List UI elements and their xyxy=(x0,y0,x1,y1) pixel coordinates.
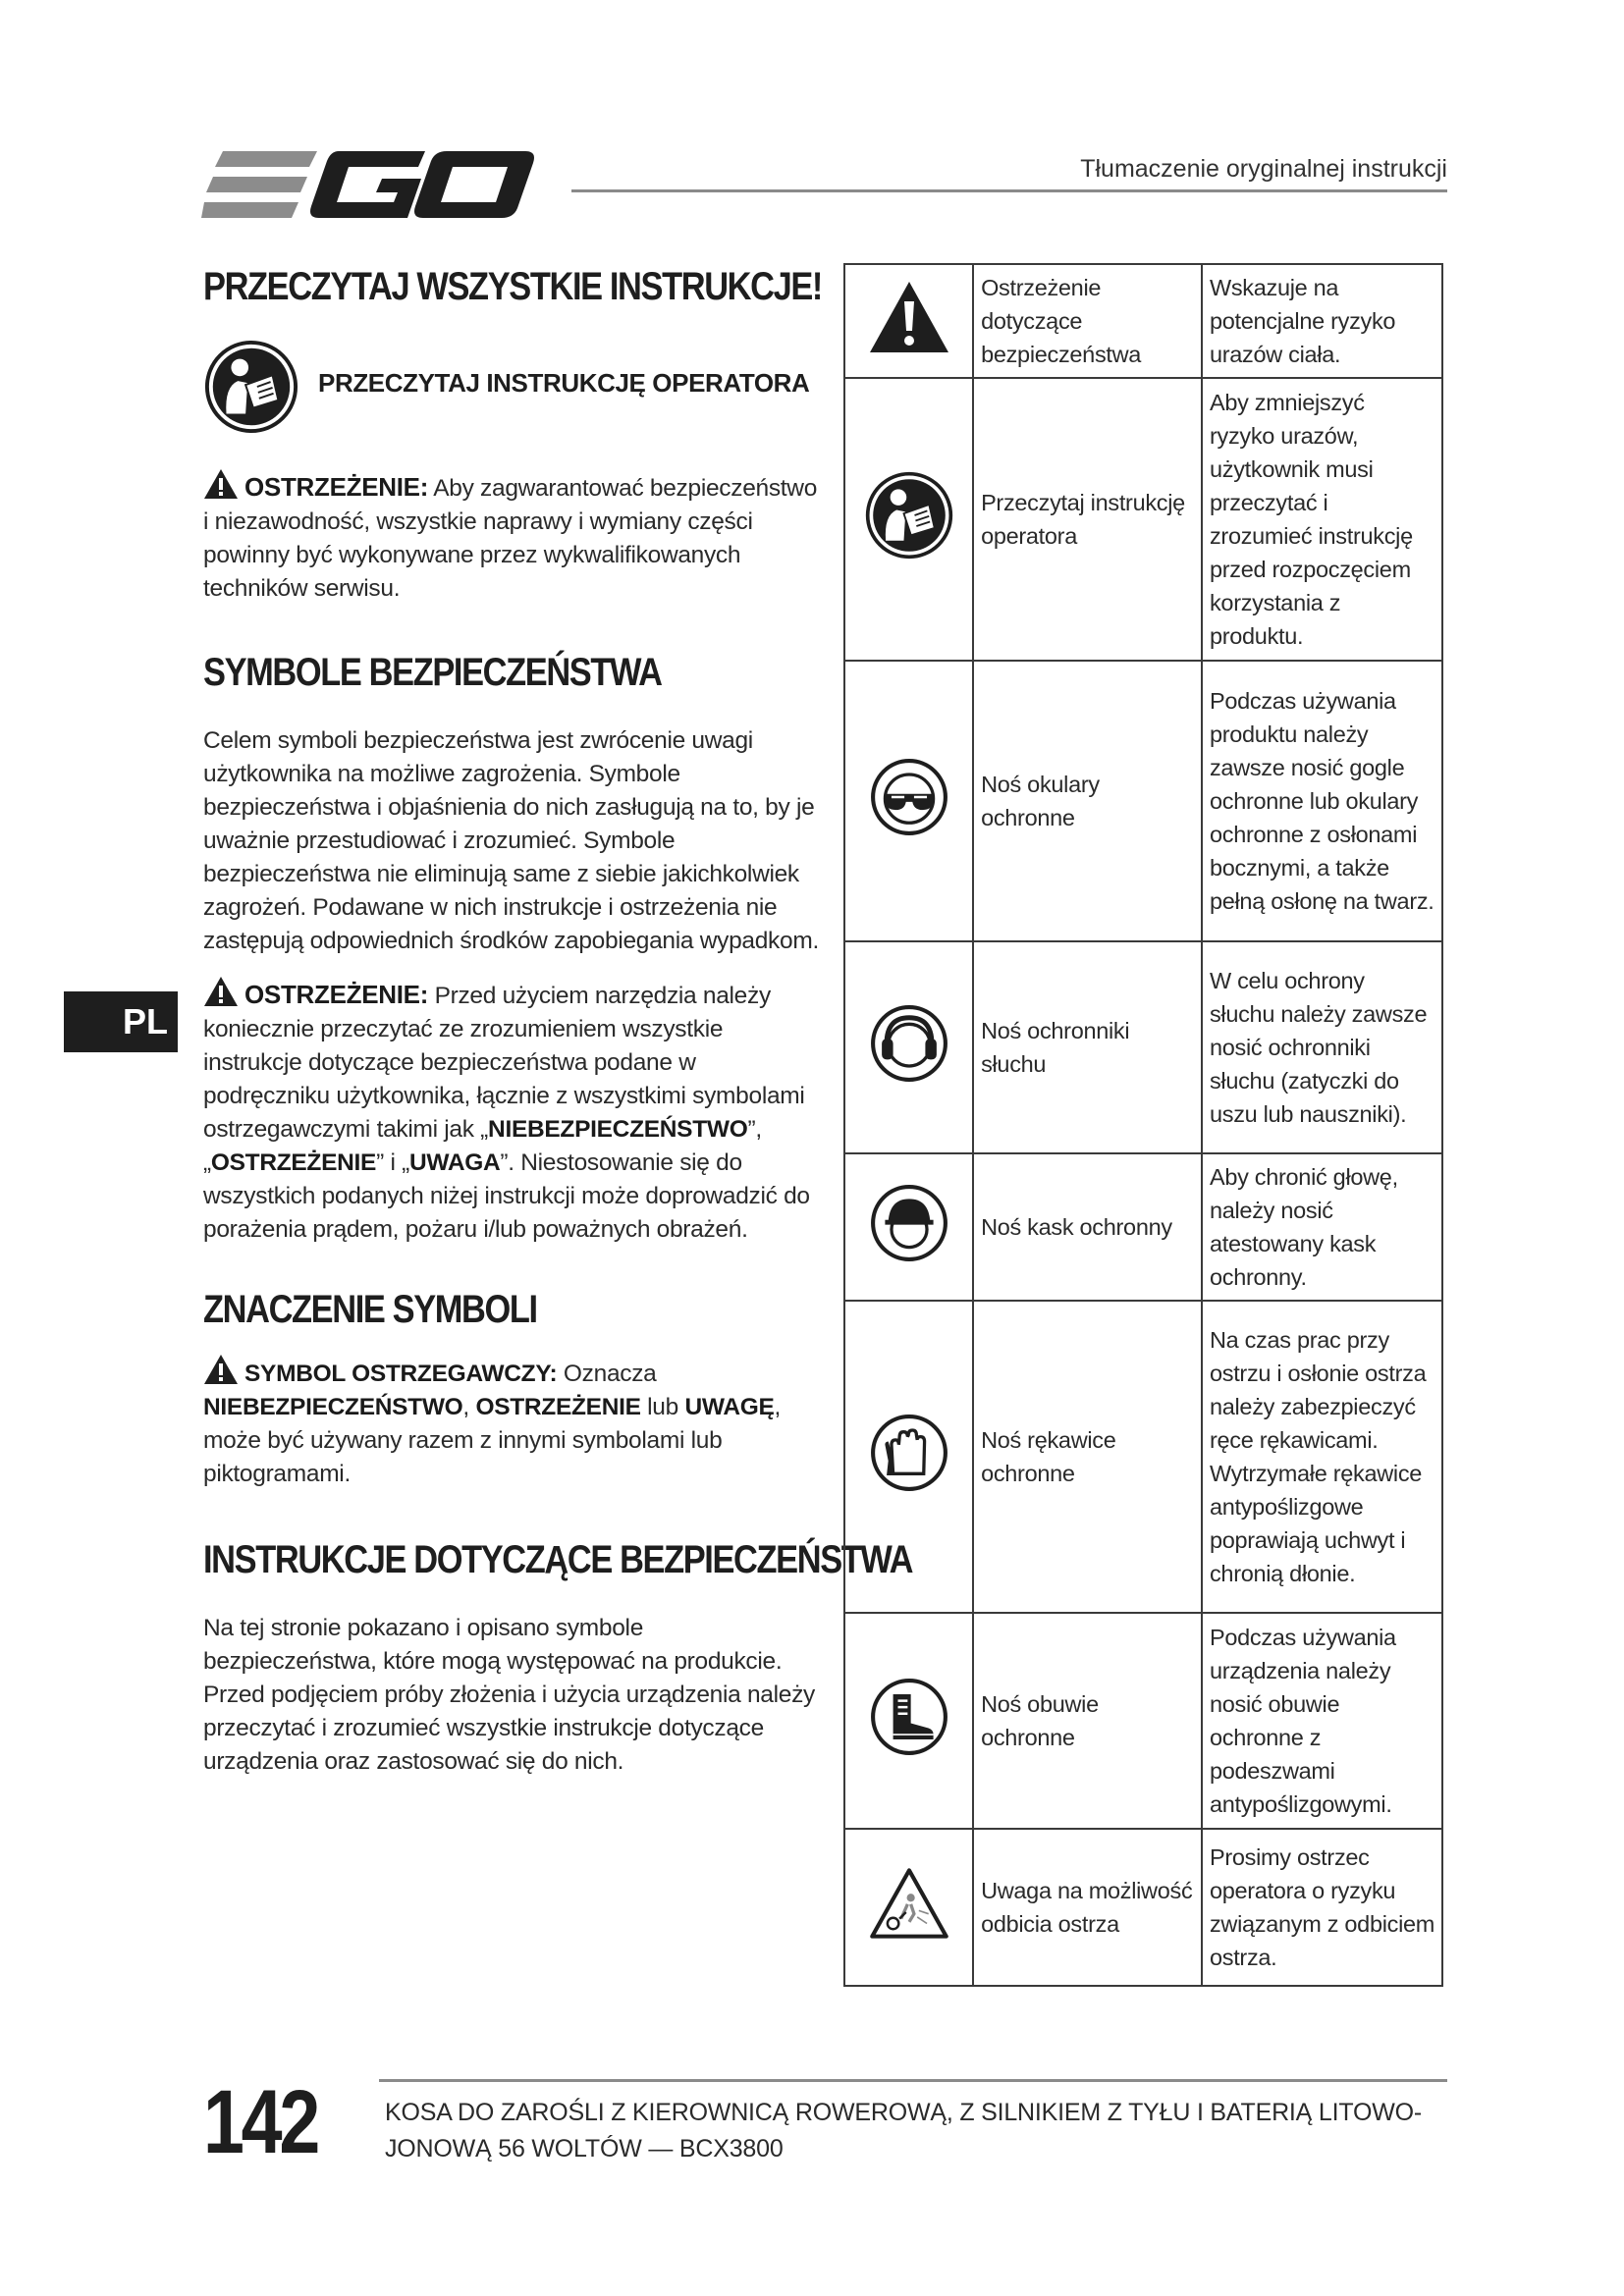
caution-word: UWAGA xyxy=(408,1149,501,1176)
table-row xyxy=(844,1829,1442,1986)
icon-cell xyxy=(844,264,973,378)
text-fragment: , xyxy=(462,1394,476,1420)
read-manual-row xyxy=(203,339,822,447)
text-fragment: ” i „ xyxy=(376,1149,409,1176)
text-fragment: Przed użyciem narzędzia należy koniecznie przeczytać ze zrozumieniem wszystkie instrukcje dotyczące bezpieczeństwa podane w podręczniku użytkownika, łącznie z wszystkimi symbolami ostrzegawczymi takimi jak „ xyxy=(203,983,805,1143)
symbol-description: Na czas prac przy ostrzu i osłonie ostrza należy zabezpieczyć ręce rękawicami. Wytrzymałe rękawice antypoślizgowe poprawiają uchwyt i chronią dłonie. xyxy=(1202,1301,1442,1613)
table-row xyxy=(844,1613,1442,1829)
danger-word: NIEBEZPIECZEŃSTWO xyxy=(488,1116,748,1143)
symbol-name: Noś obuwie ochronne xyxy=(973,1613,1202,1829)
table-row xyxy=(844,264,1442,378)
warning-label: OSTRZEŻENIE: xyxy=(244,472,429,502)
symbol-name: Noś ochronniki słuchu xyxy=(973,941,1202,1153)
symbol-name: Noś kask ochronny xyxy=(973,1153,1202,1301)
icon-cell xyxy=(844,1829,973,1986)
icon-cell xyxy=(844,1301,973,1613)
read-manual-icon xyxy=(203,339,299,435)
symbol-name: Noś okulary ochronne xyxy=(973,661,1202,941)
symbol-meaning-heading: ZNACZENIE SYMBOLI xyxy=(203,1288,537,1331)
safety-boots-icon xyxy=(869,1677,949,1757)
read-manual-label: PRZECZYTAJ INSTRUKCJĘ OPERATORA xyxy=(318,368,810,398)
safety-symbols-table xyxy=(843,263,1443,1987)
warning-repairs xyxy=(203,468,822,606)
warning-text: Aby zagwarantować bezpieczeństwo i niezawodność, wszystkie naprawy i wymiany części powinny być wykonywane przez wykwalifikowanych techników serwisu. xyxy=(203,475,818,602)
warning-label: OSTRZEŻENIE: xyxy=(244,980,429,1009)
left-column xyxy=(203,257,913,1779)
text-fragment: , może być używany razem z innymi symbolami lub piktogramami. xyxy=(203,1394,782,1487)
text-fragment: ”. Niestosowanie się do wszystkich podanych niżej instrukcji może doprowadzić do porażenia prądem, pożaru i/lub poważnych obrażeń. xyxy=(203,1149,810,1243)
table-row xyxy=(844,378,1442,661)
icon-cell xyxy=(844,378,973,661)
symbol-description: Podczas używania urządzenia należy nosić obuwie ochronne z podeszwami antypoślizgowymi. xyxy=(1202,1613,1442,1829)
footer-product-title: KOSA DO ZAROŚLI Z KIEROWNICĄ ROWEROWĄ, Z SILNIKIEM Z TYŁU I BATERIĄ LITOWO-JONOWĄ 56 WOLTÓW — BCX3800 xyxy=(385,2099,1422,2163)
safety-symbols-text: Celem symboli bezpieczeństwa jest zwrócenie uwagi użytkownika na możliwe zagrożenia. Symbole bezpieczeństwa i objaśnienia do nich zasługują na to, by je uważnie przestudiować i zrozumieć. Symbole bezpieczeństwa nie eliminują same z siebie jakichkolwiek zagrożeń. Podawane w nich instrukcje i ostrzeżenia nie zastępują odpowiednich środków zapobiegania wypadkom. xyxy=(203,727,819,954)
header-rule xyxy=(571,189,1447,192)
read-manual-icon xyxy=(864,470,954,561)
text-fragment: lub xyxy=(640,1394,685,1420)
gloves-icon xyxy=(869,1413,949,1493)
warning-read-instructions xyxy=(203,976,822,1247)
safety-alert-icon xyxy=(868,280,950,354)
text-fragment: Oznacza xyxy=(557,1361,657,1387)
blade-thrust-icon xyxy=(869,1867,949,1940)
alert-symbol-definition xyxy=(203,1354,822,1491)
danger-word: NIEBEZPIECZEŃSTWO xyxy=(203,1394,463,1420)
safety-symbols-heading: SYMBOLE BEZPIECZEŃSTWA xyxy=(203,651,662,694)
warning-triangle-icon xyxy=(203,468,239,500)
ego-logo xyxy=(201,147,540,226)
symbol-description: Wskazuje na potencjalne ryzyko urazów ciała. xyxy=(1202,264,1442,378)
read-all-heading: PRZECZYTAJ WSZYSTKIE INSTRUKCJE! xyxy=(203,265,823,308)
table-row xyxy=(844,941,1442,1153)
page-number: 142 xyxy=(203,2072,318,2172)
symbol-description: Aby zmniejszyć ryzyko urazów, użytkownik musi przeczytać i zrozumieć instrukcję przed rozpoczęciem korzystania z produktu. xyxy=(1202,378,1442,661)
icon-cell xyxy=(844,941,973,1153)
warning-word: OSTRZEŻENIE xyxy=(210,1149,377,1176)
caution-word: UWAGĘ xyxy=(684,1394,775,1420)
safety-instructions-heading: INSTRUKCJE DOTYCZĄCE BEZPIECZEŃSTWA xyxy=(203,1538,913,1581)
icon-cell xyxy=(844,1153,973,1301)
warning-triangle-icon xyxy=(203,1354,239,1385)
alert-symbol-label: SYMBOL OSTRZEGAWCZY: xyxy=(244,1361,558,1387)
header-subtitle: Tłumaczenie oryginalnej instrukcji xyxy=(1080,155,1447,183)
table-row xyxy=(844,1153,1442,1301)
symbol-name: Przeczytaj instrukcję operatora xyxy=(973,378,1202,661)
symbol-name: Noś rękawice ochronne xyxy=(973,1301,1202,1613)
hard-hat-icon xyxy=(869,1183,949,1263)
symbol-name: Ostrzeżenie dotyczące bezpieczeństwa xyxy=(973,264,1202,378)
table-row xyxy=(844,661,1442,941)
eye-protection-icon xyxy=(869,757,949,837)
symbol-description: Podczas używania produktu należy zawsze nosić gogle ochronne lub okulary ochronne z osłonami bocznymi, a także pełną osłonę na twarz. xyxy=(1202,661,1442,941)
symbol-description: W celu ochrony słuchu należy zawsze nosić ochronniki słuchu (zatyczki do uszu lub nauszniki). xyxy=(1202,941,1442,1153)
safety-instructions-text: Na tej stronie pokazano i opisano symbole bezpieczeństwa, które mogą występować na produkcie. Przed podjęciem próby złożenia i użycia urządzenia należy przeczytać i zrozumieć wszystkie instrukcje dotyczące urządzenia oraz zastosować się do nich. xyxy=(203,1615,815,1775)
footer-rule xyxy=(379,2079,1447,2082)
symbol-description: Aby chronić głowę, należy nosić atestowany kask ochronny. xyxy=(1202,1153,1442,1301)
text-fragment: ”, „ xyxy=(203,1116,762,1176)
warning-word: OSTRZEŻENIE xyxy=(475,1394,641,1420)
icon-cell xyxy=(844,1613,973,1829)
warning-triangle-icon xyxy=(203,976,239,1007)
table-row xyxy=(844,1301,1442,1613)
symbol-name: Uwaga na możliwość odbicia ostrza xyxy=(973,1829,1202,1986)
ear-protection-icon xyxy=(869,1003,949,1084)
symbol-description: Prosimy ostrzec operatora o ryzyku związanym z odbiciem ostrza. xyxy=(1202,1829,1442,1986)
icon-cell xyxy=(844,661,973,941)
language-tab: PL xyxy=(64,991,178,1052)
